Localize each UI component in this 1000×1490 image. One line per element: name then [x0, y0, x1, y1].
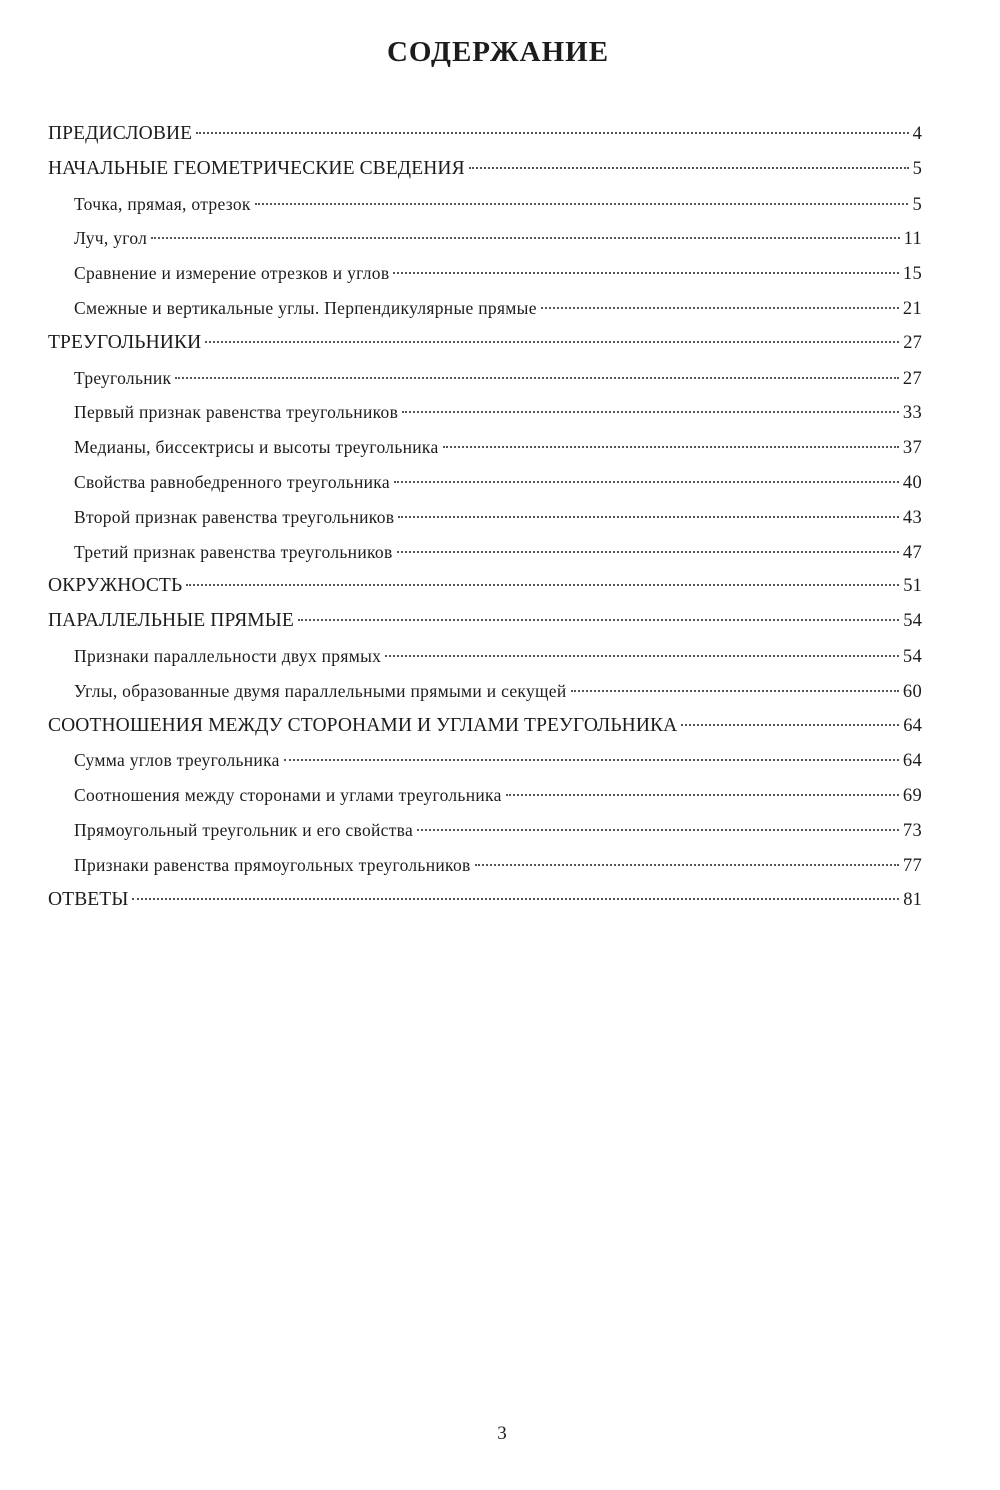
dot-leader — [475, 864, 899, 866]
dot-leader — [681, 724, 899, 726]
dot-leader — [443, 446, 899, 448]
dot-leader — [151, 237, 899, 239]
toc-entry-page: 69 — [902, 786, 922, 807]
toc-entry-page: 5 — [912, 194, 922, 215]
toc-entry-page: 5 — [912, 158, 922, 179]
dot-leader — [394, 481, 899, 483]
toc-entry-page: 4 — [912, 124, 922, 144]
toc-subentry[interactable] — [48, 465, 922, 500]
dot-leader — [298, 619, 899, 621]
toc-entry-page: 27 — [902, 368, 922, 389]
toc-entry-page: 33 — [902, 403, 922, 424]
toc-entry-title: ПАРАЛЛЕЛЬНЫЕ ПРЯМЫЕ — [48, 610, 294, 632]
toc-entry-title: ОКРУЖНОСТЬ — [48, 575, 183, 597]
toc-entry-title: НАЧАЛЬНЫЕ ГЕОМЕТРИЧЕСКИЕ СВЕДЕНИЯ — [48, 157, 465, 179]
toc-entry-title: Признаки параллельности двух прямых — [74, 645, 382, 666]
toc-subentry[interactable] — [48, 535, 922, 570]
toc-entry-title: Сумма углов треугольника — [74, 750, 280, 771]
toc-subentry[interactable] — [48, 395, 922, 430]
toc-subentry[interactable] — [48, 778, 922, 813]
dot-leader — [571, 690, 899, 692]
dot-leader — [541, 307, 899, 309]
dot-leader — [205, 341, 899, 343]
toc-entry-title: Первый признак равенства треугольников — [74, 402, 399, 423]
toc-entry-title: Признаки равенства прямоугольных треугольников — [74, 854, 471, 875]
toc-entry-page: 64 — [903, 715, 922, 736]
toc-entry[interactable] — [48, 604, 922, 639]
toc-entry[interactable] — [48, 709, 922, 744]
toc-entry-page: 51 — [903, 576, 922, 597]
toc-entry-title: Точка, прямая, отрезок — [74, 193, 251, 214]
dot-leader — [175, 377, 899, 379]
dot-leader — [402, 411, 899, 413]
toc-entry-page: 37 — [902, 438, 922, 459]
toc-entry-title: Прямоугольный треугольник и его свойства — [74, 819, 414, 840]
toc-entry-page: 11 — [903, 229, 922, 250]
dot-leader — [196, 132, 908, 134]
dot-leader — [132, 898, 899, 900]
dot-leader — [398, 516, 899, 518]
toc-entry-page: 21 — [902, 298, 922, 319]
toc-subentry[interactable] — [48, 743, 922, 778]
dot-leader — [397, 551, 899, 553]
toc-entry-page: 77 — [902, 855, 922, 876]
toc-entry-title: Треугольник — [74, 367, 172, 388]
dot-leader — [255, 203, 909, 205]
toc-entry[interactable] — [48, 326, 922, 361]
toc-entry-page: 43 — [902, 507, 922, 528]
toc-entry-page: 27 — [903, 332, 922, 353]
toc-entry-title: Соотношения между сторонами и углами треугольника — [74, 785, 502, 806]
toc-entry-title: Второй признак равенства треугольников — [74, 506, 395, 527]
toc-entry[interactable] — [48, 152, 922, 187]
toc-subentry[interactable] — [48, 291, 922, 326]
toc-subentry[interactable] — [48, 848, 922, 883]
dot-leader — [385, 655, 899, 657]
toc-entry-page: 73 — [902, 820, 922, 841]
toc-entry-title: Сравнение и измерение отрезков и углов — [74, 263, 390, 284]
page-title: СОДЕРЖАНИЕ — [386, 36, 610, 68]
toc-entry-title: ПРЕДИСЛОВИЕ — [48, 123, 193, 144]
toc-entry-page: 81 — [903, 889, 922, 910]
dot-leader — [417, 829, 899, 831]
toc-entry-page: 40 — [902, 472, 922, 493]
toc-subentry[interactable] — [48, 500, 922, 535]
toc-subentry[interactable] — [48, 361, 922, 396]
toc-entry-title: ТРЕУГОЛЬНИКИ — [48, 331, 202, 353]
toc-subentry[interactable] — [48, 256, 922, 291]
toc-entry-title: Свойства равнобедренного треугольника — [74, 471, 390, 492]
toc-entry-title: Луч, угол — [74, 228, 148, 249]
toc-entry-title: Третий признак равенства треугольников — [74, 541, 393, 562]
toc-entry-page: 60 — [902, 681, 922, 702]
toc-subentry[interactable] — [48, 430, 922, 465]
toc-entry-page: 64 — [902, 751, 922, 772]
dot-leader — [506, 794, 899, 796]
toc-subentry[interactable] — [48, 221, 922, 256]
toc-subentry[interactable] — [48, 187, 922, 222]
dot-leader — [469, 167, 909, 169]
toc-subentry[interactable] — [48, 674, 922, 709]
toc-entry[interactable] — [48, 117, 922, 152]
toc-entry-page: 54 — [902, 646, 922, 667]
table-of-contents — [48, 117, 922, 917]
toc-entry-title: Медианы, биссектрисы и высоты треугольника — [74, 437, 439, 458]
toc-entry-page: 15 — [902, 264, 922, 285]
toc-subentry[interactable] — [48, 639, 922, 674]
toc-entry[interactable] — [48, 569, 922, 604]
toc-entry-page: 54 — [903, 611, 922, 632]
dot-leader — [186, 584, 899, 586]
toc-entry-title: ОТВЕТЫ — [48, 888, 129, 910]
page-number: 3 — [497, 1423, 507, 1444]
toc-entry-title: Углы, образованные двумя параллельными прямыми и секущей — [74, 680, 567, 701]
toc-subentry[interactable] — [48, 813, 922, 848]
dot-leader — [393, 272, 898, 274]
toc-entry-page: 47 — [902, 542, 922, 563]
toc-entry-title: СООТНОШЕНИЯ МЕЖДУ СТОРОНАМИ И УГЛАМИ ТРЕУГОЛЬНИКА — [48, 714, 678, 736]
toc-entry-title: Смежные и вертикальные углы. Перпендикулярные прямые — [74, 297, 537, 318]
dot-leader — [284, 759, 899, 761]
toc-entry[interactable] — [48, 883, 922, 918]
